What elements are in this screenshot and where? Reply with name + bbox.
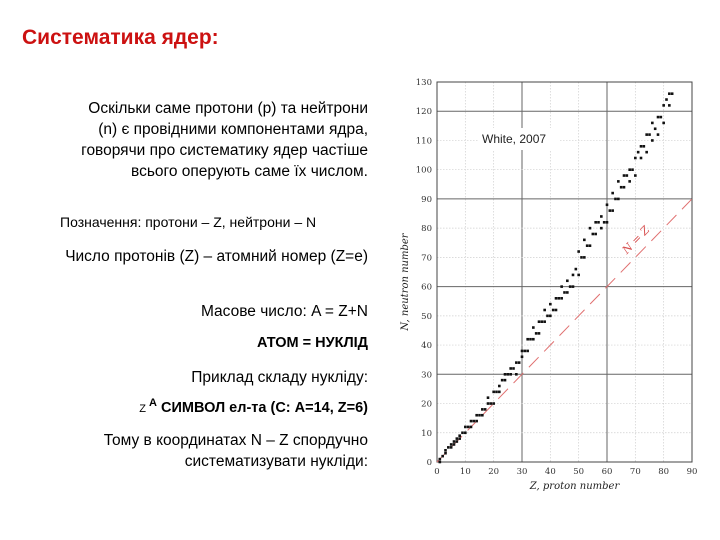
x-axis-label: Z, proton number — [529, 481, 620, 492]
nuclide-point — [623, 186, 626, 189]
x-tick-label: 10 — [459, 467, 471, 477]
x-tick-label: 70 — [629, 467, 641, 477]
nuclide-point — [609, 209, 612, 212]
nuclide-point — [453, 440, 456, 443]
x-tick-label: 0 — [434, 467, 440, 477]
nuclide-point — [456, 437, 459, 440]
nuclide-point — [577, 274, 580, 277]
nuclide-point — [614, 198, 617, 201]
nuclide-point — [444, 452, 447, 455]
nuclide-point — [631, 168, 634, 171]
nuclide-point — [589, 227, 592, 230]
nuclide-point — [662, 122, 665, 125]
y-tick-label: 100 — [415, 165, 432, 176]
nuclide-point — [626, 174, 629, 177]
nuclide-point — [467, 426, 470, 429]
nuclide-point — [541, 320, 544, 323]
nuclide-point — [665, 98, 668, 101]
nuclide-point — [532, 338, 535, 341]
nuclide-point — [458, 434, 461, 437]
nuclide-point — [594, 221, 597, 224]
x-tick-label: 90 — [686, 467, 698, 477]
nuclide-point — [597, 221, 600, 224]
x-tick-label: 50 — [573, 467, 585, 477]
nuclide-point — [507, 373, 510, 376]
nuclide-point — [498, 391, 501, 394]
annotation-text: White, 2007 — [482, 132, 547, 146]
y-tick-label: 90 — [421, 194, 432, 205]
nuclide-point — [566, 291, 569, 294]
nuclide-point — [481, 414, 484, 417]
nuclide-point — [549, 303, 552, 306]
nuclide-point — [617, 180, 620, 183]
nuclide-point — [453, 443, 456, 446]
nuclide-point — [628, 180, 631, 183]
nuclide-point — [458, 437, 461, 440]
example-label: Приклад складу нукліду: — [191, 369, 368, 386]
x-tick-label: 60 — [601, 467, 613, 477]
nuclide-point — [606, 221, 609, 224]
nuclide-point — [555, 297, 558, 300]
atomic-number-text: Число протонів (Z) – атомний номер (Z=e) — [65, 248, 368, 265]
nuclide-point — [668, 92, 671, 95]
nuclide-point — [660, 116, 663, 119]
nuclide-point — [560, 285, 563, 288]
y-tick-label: 10 — [421, 428, 432, 439]
nuclide-point — [492, 402, 495, 405]
nuclide-point — [617, 198, 620, 201]
nuclide-point — [464, 426, 467, 429]
n-equals-z-label: N = Z — [619, 223, 653, 257]
nuclide-point — [518, 361, 521, 364]
mass-number-text: Масове число: A = Z+N — [200, 303, 368, 320]
symbol-a-superscript: A — [149, 397, 157, 409]
nuclide-point — [487, 396, 490, 399]
nuclide-point — [560, 297, 563, 300]
y-tick-label: 30 — [421, 370, 432, 381]
nuclide-point — [634, 157, 637, 160]
symbol-z-prefix: Z — [139, 403, 147, 415]
nuclide-point — [464, 431, 467, 434]
nuclide-point — [575, 268, 578, 271]
nuclide-point — [450, 443, 453, 446]
nuclide-point — [450, 446, 453, 449]
nuclide-point — [611, 209, 614, 212]
nuclide-point — [606, 203, 609, 206]
nuclide-point — [628, 168, 631, 171]
y-axis-label: N, neutron number — [400, 233, 411, 331]
nuclide-point — [526, 350, 529, 353]
nuclide-point — [566, 279, 569, 282]
nuclide-point — [495, 391, 498, 394]
nuclide-point — [657, 116, 660, 119]
nuclide-point — [484, 408, 487, 411]
nuclide-point — [651, 122, 654, 125]
nuclide-point — [521, 355, 524, 358]
nuclide-point — [643, 145, 646, 148]
nuclide-point — [512, 367, 515, 370]
nuclide-point — [509, 373, 512, 376]
nuclide-point — [456, 440, 459, 443]
nuclide-point — [589, 244, 592, 247]
nuclide-point — [569, 285, 572, 288]
y-tick-label: 130 — [415, 78, 432, 88]
nuclide-point — [637, 151, 640, 154]
nuclide-point — [526, 338, 529, 341]
nuclide-point — [671, 92, 674, 95]
intro-paragraph: Оскільки саме протони (p) та нейтрони (n) є провідними компонентами ядра, говорячи про систематику ядер частіше всього оперують саме їх числом. — [81, 100, 368, 180]
nuclide-point — [620, 186, 623, 189]
nuclide-point — [594, 233, 597, 236]
nuclide-point — [583, 256, 586, 259]
nuclide-point — [586, 244, 589, 247]
nuclide-point — [640, 145, 643, 148]
nuclide-point — [555, 309, 558, 312]
nuclide-point — [572, 274, 575, 277]
nuclide-point — [461, 431, 464, 434]
nuclide-point — [645, 133, 648, 136]
nuclide-point — [668, 104, 671, 107]
nuclide-point — [515, 361, 518, 364]
y-tick-label: 60 — [421, 282, 432, 293]
nuclide-point — [532, 326, 535, 329]
nuclide-point — [603, 221, 606, 224]
nuclide-point — [473, 420, 476, 423]
nuclide-point — [470, 420, 473, 423]
nuclide-point — [651, 139, 654, 142]
nuclide-point — [611, 192, 614, 195]
slide-title: Систематика ядер: — [22, 26, 219, 49]
nuclide-point — [498, 385, 501, 388]
coordinates-text: Тому в координатах N – Z спордучно систематизувати нукліди: — [103, 432, 368, 470]
plot-frame — [437, 82, 692, 462]
nuclide-point — [600, 227, 603, 230]
y-tick-label: 120 — [415, 107, 432, 118]
nuclide-point — [577, 250, 580, 253]
x-tick-label: 80 — [658, 467, 670, 477]
notation-line: Позначення: протони – Z, нейтрони – N — [60, 214, 317, 230]
nuclide-point — [492, 391, 495, 394]
x-tick-label: 40 — [544, 467, 556, 477]
y-tick-label: 50 — [421, 311, 432, 322]
nuclide-point — [487, 402, 490, 405]
y-tick-label: 70 — [421, 253, 432, 264]
nuclide-point — [441, 455, 444, 458]
nuclide-point — [490, 402, 493, 405]
nuclide-point — [521, 350, 524, 353]
nuclide-point — [515, 373, 518, 376]
nuclide-point — [546, 315, 549, 318]
nuclide-point — [623, 174, 626, 177]
symbol-text: СИМВОЛ ел-та (С: A=14, Z=6) — [160, 400, 368, 416]
n-equals-z-line — [437, 199, 692, 462]
y-tick-label: 40 — [421, 341, 432, 352]
atom-nuclide-text: АТОМ = НУКЛІД — [256, 335, 368, 351]
nuclide-point — [634, 174, 637, 177]
nuclide-point — [592, 233, 595, 236]
y-tick-label: 20 — [421, 399, 432, 410]
nuclide-point — [549, 315, 552, 318]
nuclide-point — [543, 309, 546, 312]
nuclide-point — [538, 332, 541, 335]
nuclide-point — [470, 426, 473, 429]
nuclide-point — [504, 373, 507, 376]
nuclide-point — [475, 420, 478, 423]
reference-line-group — [437, 199, 692, 462]
x-tick-label: 20 — [488, 467, 500, 477]
nuclide-point — [572, 285, 575, 288]
chart-axes — [437, 82, 692, 462]
nuclide-point — [543, 320, 546, 323]
nuclide-point — [509, 367, 512, 370]
nuclide-point — [563, 291, 566, 294]
nuclide-point — [558, 297, 561, 300]
nuclide-point — [580, 256, 583, 259]
y-tick-label: 0 — [426, 458, 432, 468]
nuclide-point — [481, 408, 484, 411]
nuclide-point — [444, 449, 447, 452]
x-tick-label: 30 — [516, 467, 528, 477]
nuclide-point — [529, 338, 532, 341]
nuclide-point — [501, 379, 504, 382]
y-tick-label: 110 — [415, 136, 432, 147]
nuclide-point — [640, 157, 643, 160]
nuclide-point — [475, 414, 478, 417]
nuclide-point — [645, 151, 648, 154]
nuclide-point — [504, 379, 507, 382]
y-tick-label: 80 — [421, 224, 432, 235]
nuclide-point — [439, 461, 442, 464]
nuclide-point — [538, 320, 541, 323]
nuclide-point — [657, 133, 660, 136]
nuclide-point — [648, 133, 651, 136]
nuclide-point — [600, 215, 603, 218]
nuclide-point — [662, 104, 665, 107]
nuclide-point — [654, 127, 657, 130]
nuclide-point — [524, 350, 527, 353]
nuclide-point — [583, 239, 586, 242]
nuclide-point — [439, 458, 442, 461]
nuclide-point — [447, 446, 450, 449]
nuclide-point — [478, 414, 481, 417]
nuclide-point — [535, 332, 538, 335]
nuclide-point — [552, 309, 555, 312]
chart-grid — [437, 82, 692, 462]
